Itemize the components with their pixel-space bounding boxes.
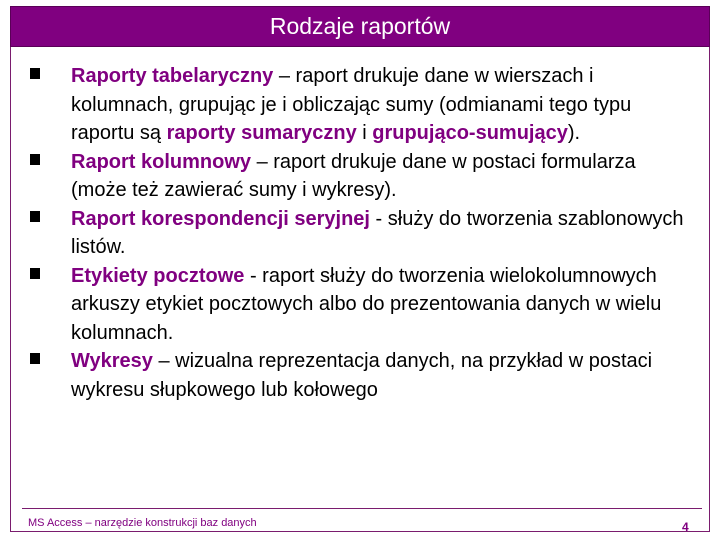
item-description: – raport drukuje dane w postaci formularza (może też zawierać sumy i wykresy). xyxy=(71,150,636,201)
item-description: - służy do tworzenia szablonowych listów. xyxy=(71,207,684,258)
bullet-list xyxy=(30,62,690,404)
list-item-text xyxy=(71,62,690,148)
term-highlight: Etykiety pocztowe xyxy=(71,264,245,287)
list-item xyxy=(30,62,690,148)
list-item-text xyxy=(71,262,690,348)
term-highlight: Raport korespondencji seryjnej xyxy=(71,207,370,230)
list-item xyxy=(30,262,690,348)
square-bullet-icon xyxy=(30,154,40,165)
list-item xyxy=(30,205,690,262)
item-description: ). xyxy=(567,122,581,144)
item-description: – wizualna reprezentacja danych, na przykład w postaci wykresu słupkowego lub kołowego xyxy=(71,350,653,401)
term-highlight: Raporty tabelaryczny xyxy=(71,65,274,87)
footer-divider xyxy=(22,508,702,509)
slide-title: Rodzaje raportów xyxy=(269,13,451,39)
term-highlight: Raport kolumnowy xyxy=(71,150,252,173)
list-item-text xyxy=(71,148,690,205)
page-number: 4 xyxy=(682,520,689,534)
list-item xyxy=(30,148,690,205)
footer-caption: MS Access – narzędzie konstrukcji baz danych xyxy=(28,517,257,529)
square-bullet-icon xyxy=(30,268,40,279)
term-highlight: Wykresy xyxy=(71,350,153,372)
term-highlight: grupująco-sumujący xyxy=(372,122,568,144)
item-description: – raport drukuje dane w wierszach i kolumnach, grupując je i obliczając sumy (odmianami tego typu raportu są xyxy=(71,65,632,144)
square-bullet-icon xyxy=(30,353,40,364)
item-description: i xyxy=(356,122,373,144)
square-bullet-icon xyxy=(30,211,40,222)
list-item xyxy=(30,347,690,404)
item-description: - raport służy do tworzenia wielokolumnowych arkuszy etykiet pocztowych albo do prezentowania danych w wielu kolumnach. xyxy=(71,264,662,344)
list-item-text xyxy=(71,347,690,404)
list-item-text xyxy=(71,205,690,262)
square-bullet-icon xyxy=(30,68,40,79)
title-bar xyxy=(10,6,710,47)
term-highlight: raporty sumaryczny xyxy=(166,122,357,144)
